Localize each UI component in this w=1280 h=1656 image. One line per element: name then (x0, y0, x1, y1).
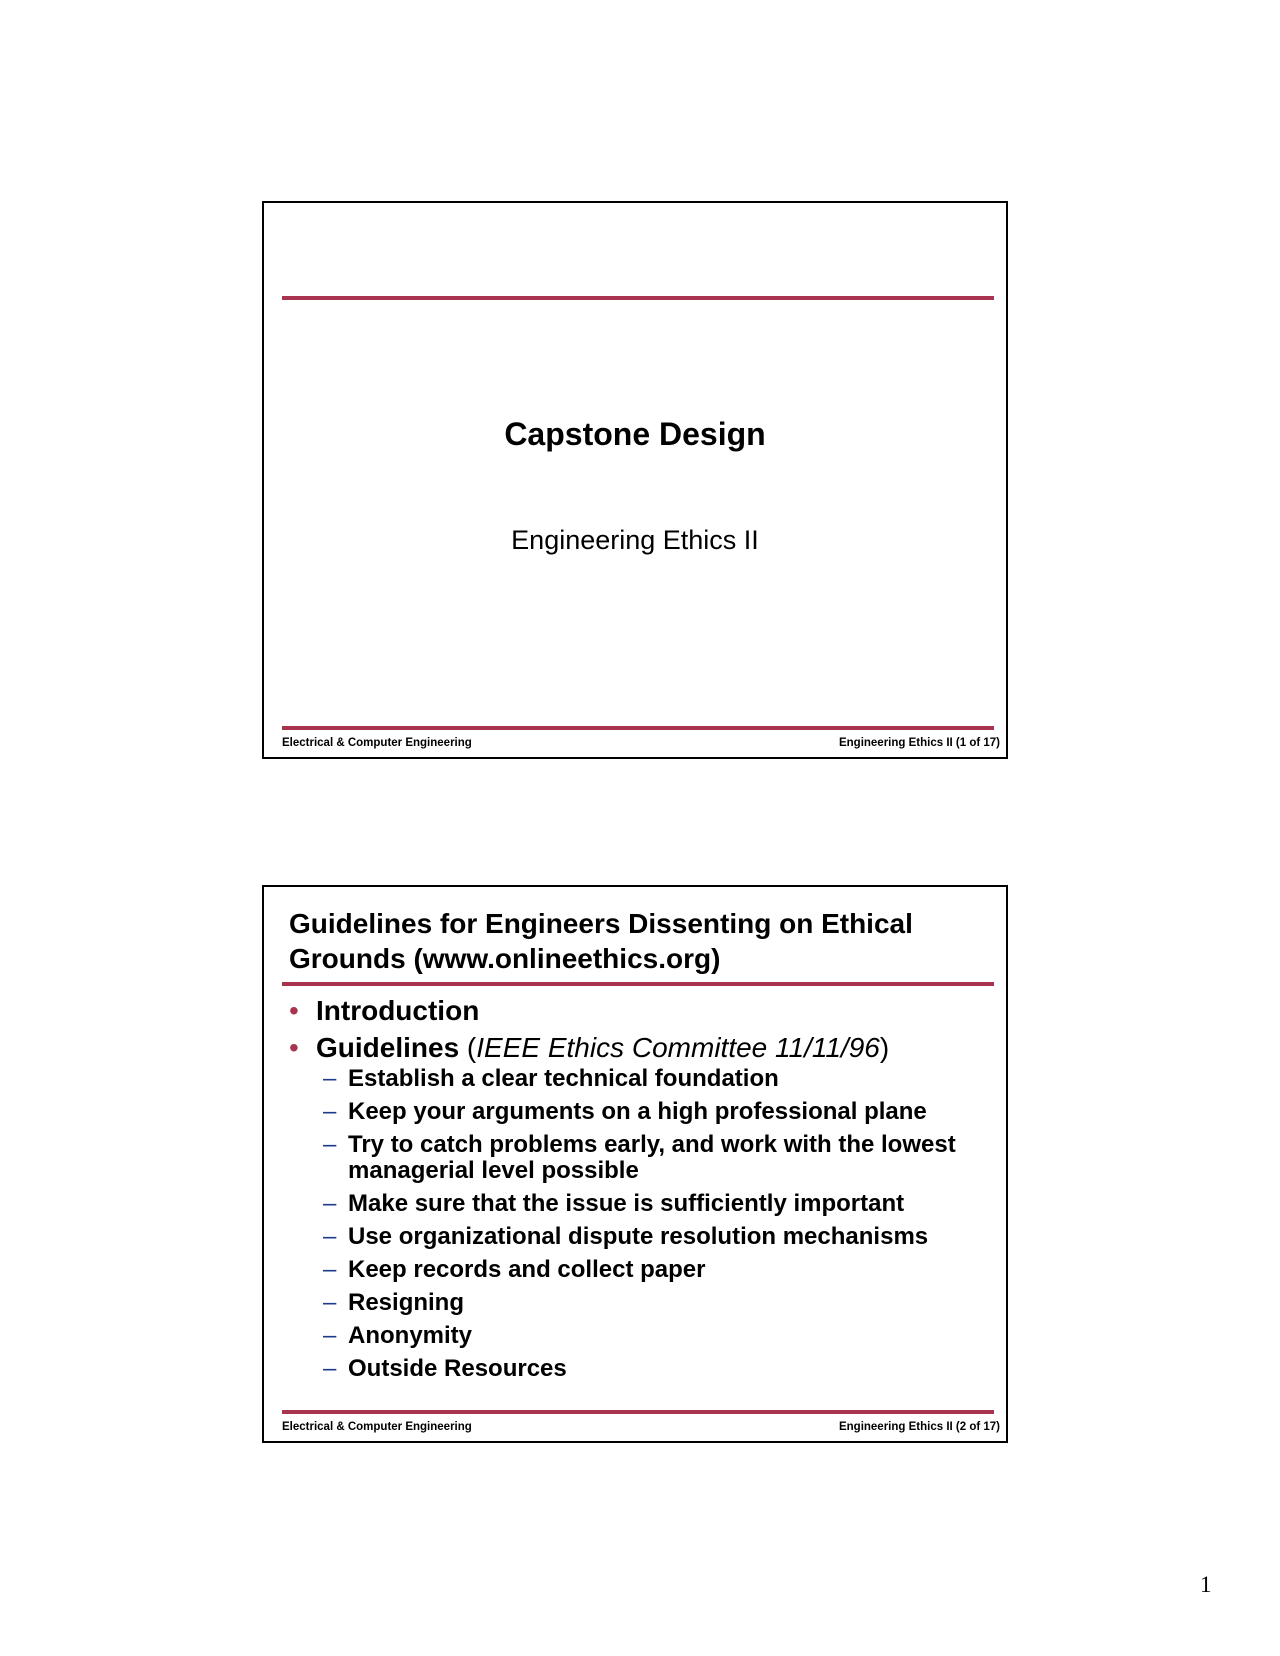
sub-list-item-text: Outside Resources (348, 1355, 567, 1382)
bullet-citation: IEEE Ethics Committee 11/11/96 (476, 1032, 880, 1063)
slide-2-footer-right: Engineering Ethics II (2 of 17) (838, 1421, 1000, 1433)
slide-2-top-rule (282, 982, 994, 986)
slide-2 (262, 885, 1008, 1443)
sub-list-item (323, 1257, 994, 1283)
bullet-marker: • (289, 995, 299, 1026)
sub-bullet-marker: – (323, 1065, 337, 1092)
slide-2-body (289, 992, 994, 1389)
bullet-text: Guidelines (316, 1032, 460, 1063)
slide-1-subtitle: Engineering Ethics II (511, 525, 759, 555)
sub-bullet-marker: – (323, 1190, 337, 1217)
sub-list-item-text: Keep your arguments on a high professional plane (348, 1098, 927, 1125)
bullet-close-paren: ) (879, 1032, 890, 1063)
sub-bullet-marker: – (323, 1098, 337, 1125)
sub-bullet-marker: – (323, 1289, 337, 1316)
bullet-text: Introduction (316, 995, 480, 1026)
sub-bullet-marker: – (323, 1322, 337, 1349)
slide-2-footer-left: Electrical & Computer Engineering (282, 1421, 472, 1433)
sub-list-item-text: Establish a clear technical foundation (348, 1065, 779, 1092)
sub-list-item-text: Anonymity (348, 1322, 473, 1349)
sub-list-item (323, 1290, 994, 1316)
slide-1-top-rule (282, 296, 994, 300)
slide-1-footer-right: Engineering Ethics II (1 of 17) (838, 737, 1000, 749)
sub-bullet-marker: – (323, 1256, 337, 1283)
sub-list-item-text: Resigning (348, 1289, 465, 1316)
sub-list-item (323, 1066, 994, 1092)
sub-list-item (323, 1224, 994, 1250)
sub-list-item-text: Use organizational dispute resolution mechanisms (348, 1223, 929, 1250)
guidelines-sub-list (289, 1066, 994, 1382)
sub-list-item-text: Try to catch problems early, and work with the lowest managerial level possible (348, 1131, 956, 1184)
bullet-introduction (289, 992, 994, 1029)
slide-1-footer-left: Electrical & Computer Engineering (282, 737, 472, 749)
slide-2-heading: Guidelines for Engineers Dissenting on Ethical Grounds (www.onlineethics.org) (289, 908, 913, 974)
sub-list-item (323, 1191, 994, 1217)
bullet-marker: • (289, 1032, 299, 1063)
page-number: 1 (1200, 1572, 1212, 1597)
slide-1-title: Capstone Design (504, 416, 766, 452)
sub-bullet-marker: – (323, 1223, 337, 1250)
sub-list-item (323, 1323, 994, 1349)
sub-list-item (323, 1099, 994, 1125)
sub-bullet-marker: – (323, 1355, 337, 1382)
sub-list-item-text: Keep records and collect paper (348, 1256, 706, 1283)
bullet-guidelines (289, 1029, 994, 1066)
bullet-open-paren: ( (459, 1032, 477, 1063)
sub-list-item-text: Make sure that the issue is sufficiently important (348, 1190, 905, 1217)
slide-2-bottom-rule (282, 1410, 994, 1414)
sub-list-item (323, 1356, 994, 1382)
sub-bullet-marker: – (323, 1131, 337, 1158)
sub-list-item (323, 1132, 994, 1184)
slide-1 (262, 201, 1008, 759)
slide-1-bottom-rule (282, 726, 994, 730)
